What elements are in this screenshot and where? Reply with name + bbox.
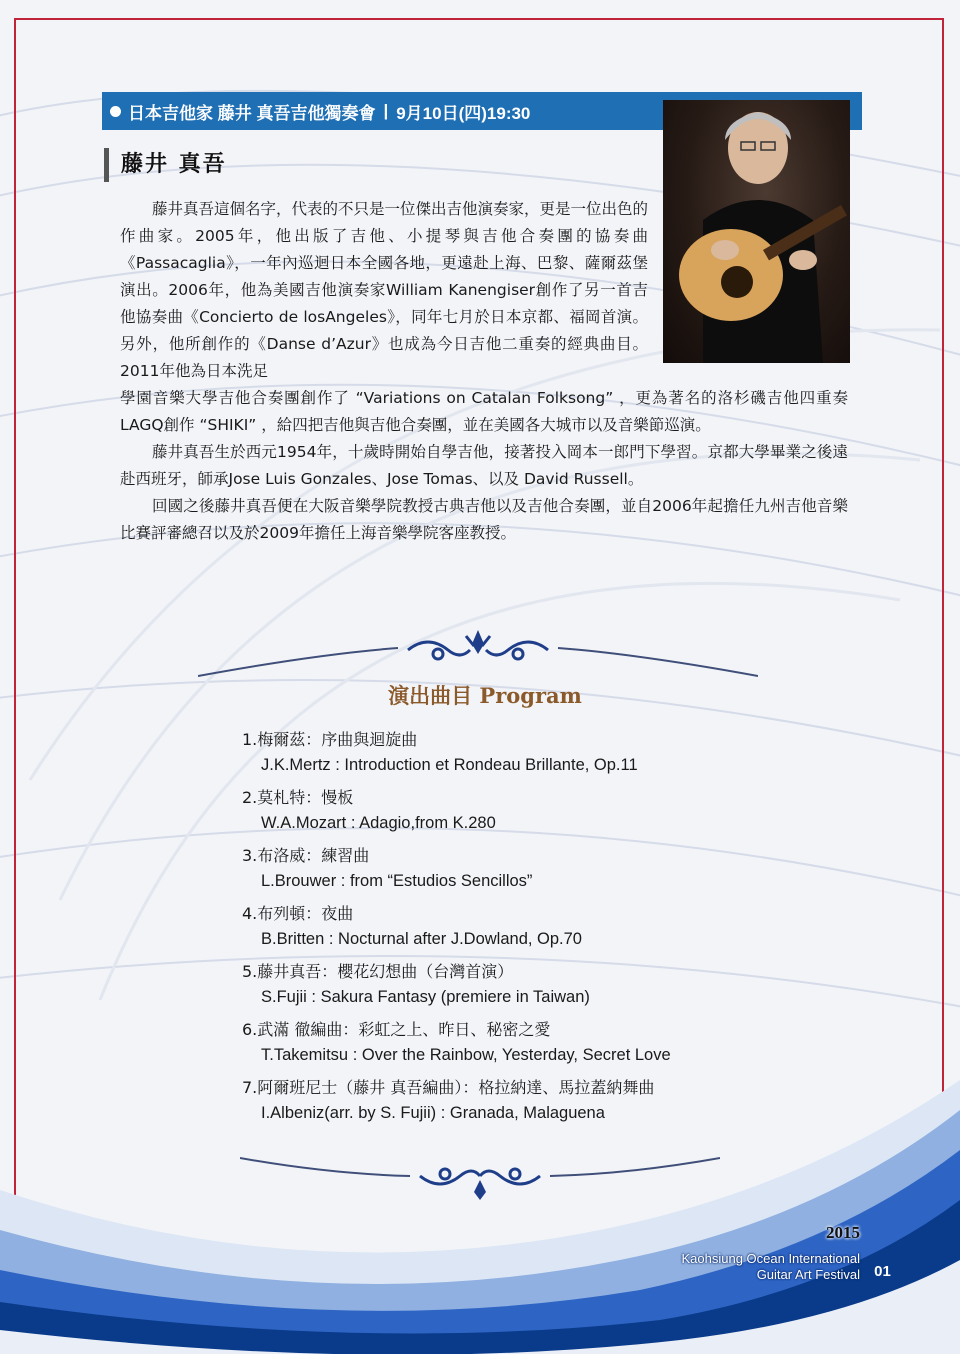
program-item-en: I.Albeniz(arr. by S. Fujii) : Granada, Malaguena	[261, 1104, 605, 1122]
bio-paragraph-3: 回國之後藤井真吾便在大阪音樂學院教授古典吉他以及吉他合奏團，並自2006年起擔任九州吉他音樂比賽評審總召以及於2009年擔任上海音樂學院客座教授。	[120, 497, 848, 542]
event-title: 日本吉他家 藤井 真吾吉他獨奏會	[128, 103, 376, 123]
page-number: 01	[867, 1256, 898, 1287]
program-title: 演出曲目 Program	[388, 683, 582, 708]
program-item	[242, 786, 802, 844]
festival-logo	[681, 1225, 860, 1283]
bio-paragraph-1: 藤井真吾這個名字，代表的不只是一位傑出吉他演奏家，更是一位出色的作曲家。2005年，他出版了吉他、小提琴與吉他合奏團的協奏曲《Passacaglia》，一年內巡迴日本全國各地，更遠赴上海、巴黎、薩爾茲堡演出。2006年，他為美國吉他演奏家William Kanengiser創作了另一首吉他協奏曲《Concierto de losAngeles》，同年七月於日本京都、福岡首演。另外，他所創作的《Danse d’Azur》也成為今日吉他二重奏的經典曲目。2011年他為日本洗足	[120, 200, 649, 380]
program-item-en: W.A.Mozart : Adagio,from K.280	[261, 814, 496, 832]
festival-name-line1: Kaohsiung Ocean International	[681, 1251, 860, 1266]
event-date: 9月10日(四)19:30	[396, 103, 531, 123]
program-item-en: J.K.Mertz : Introduction et Rondeau Brillante, Op.11	[261, 756, 638, 774]
program-item-en: B.Britten : Nocturnal after J.Dowland, Op.70	[261, 930, 582, 948]
program-item-en: T.Takemitsu : Over the Rainbow, Yesterday, Secret Love	[261, 1046, 671, 1064]
program-item-zh: 3.布洛威：練習曲	[242, 846, 370, 865]
program-item-zh: 6.武滿 徹編曲：彩虹之上、昨日、秘密之愛	[242, 1020, 551, 1039]
festival-year: 2015	[826, 1223, 860, 1242]
wave-decoration	[0, 1040, 960, 1354]
program-item	[242, 960, 802, 1018]
bio-paragraph-1-cont: 學園音樂大學吉他合奏團創作了 “Variations on Catalan Folksong” ，更為著名的洛杉磯吉他四重奏LAGQ創作 “SHIKI” ，給四把吉他與吉他合奏團，並在美國各大城市以及音樂節巡演。	[120, 389, 848, 434]
program-item-zh: 2.莫札特：慢板	[242, 788, 354, 807]
program-item	[242, 902, 802, 960]
program-item-zh: 5.藤井真吾：櫻花幻想曲（台灣首演）	[242, 962, 514, 981]
program-item	[242, 728, 802, 786]
program-item-zh: 7.阿爾班尼士（藤井 真吾編曲）：格拉納達、馬拉蓋納舞曲	[242, 1078, 655, 1097]
program-item-zh: 1.梅爾茲：序曲與迴旋曲	[242, 730, 418, 749]
artist-biography	[120, 196, 848, 547]
ornament-divider-icon	[198, 624, 758, 684]
program-item-en: L.Brouwer : from “Estudios Sencillos”	[261, 872, 533, 890]
program-item	[242, 844, 802, 902]
bullet-icon	[110, 106, 121, 117]
program-item-en: S.Fujii : Sakura Fantasy (premiere in Taiwan)	[261, 988, 590, 1006]
header-separator: |	[383, 101, 389, 120]
program-item-zh: 4.布列頓：夜曲	[242, 904, 354, 923]
bio-paragraph-2: 藤井真吾生於西元1954年，十歲時開始自學吉他，接著投入岡本一郎門下學習。京都大學畢業之後遠赴西班牙，師承Jose Luis Gonzales、Jose Tomas、以及 David Russell。	[120, 443, 848, 488]
festival-name-line2: Guitar Art Festival	[756, 1267, 860, 1282]
artist-name: 藤井 真吾	[104, 148, 227, 182]
